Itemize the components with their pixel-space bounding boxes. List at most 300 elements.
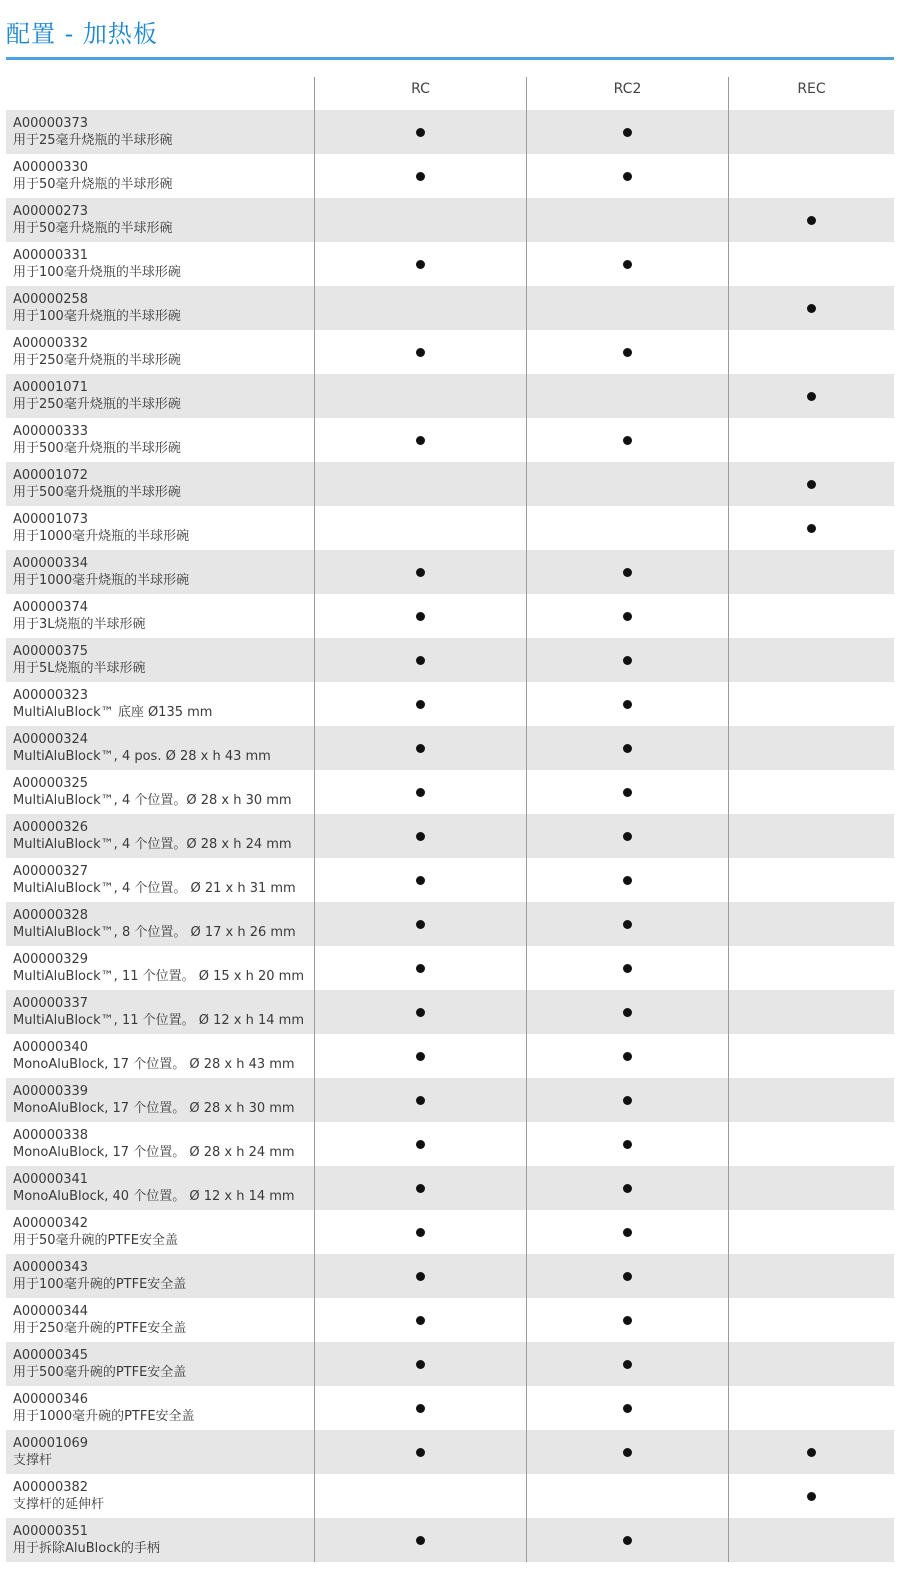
part-code: A00000341	[13, 1172, 89, 1187]
compatible-dot-icon	[623, 1272, 632, 1281]
part-name: 用于500毫升烧瓶的半球形碗	[13, 485, 181, 500]
compatible-dot-icon	[623, 1448, 632, 1457]
part-code: A00000325	[13, 776, 89, 791]
compatible-dot-icon	[623, 1316, 632, 1325]
compatible-dot-icon	[623, 876, 632, 885]
table-row	[6, 1298, 894, 1342]
table-row	[6, 594, 894, 638]
compatible-dot-icon	[416, 744, 425, 753]
part-code: A00000273	[13, 204, 89, 219]
compatible-dot-icon	[623, 1008, 632, 1017]
compatible-dot-icon	[623, 568, 632, 577]
part-name: 用于500毫升碗的PTFE安全盖	[13, 1365, 187, 1380]
part-description-cell	[6, 1386, 314, 1430]
table-row	[6, 770, 894, 814]
part-name: 用于1000毫升烧瓶的半球形碗	[13, 529, 190, 544]
compat-cell-rc2	[526, 462, 728, 506]
part-name: MultiAluBlock™, 8 个位置。 Ø 17 x h 26 mm	[13, 925, 296, 940]
compat-cell-rc	[314, 594, 526, 638]
table-row	[6, 1342, 894, 1386]
compat-cell-rc	[314, 1298, 526, 1342]
part-code: A00000346	[13, 1392, 89, 1407]
compatible-dot-icon	[416, 436, 425, 445]
compatible-dot-icon	[416, 1228, 425, 1237]
compat-cell-rec	[728, 330, 894, 374]
compat-cell-rc2	[526, 506, 728, 550]
compatible-dot-icon	[807, 392, 816, 401]
compat-cell-rec	[728, 242, 894, 286]
part-name: MultiAluBlock™, 4 个位置。 Ø 21 x h 31 mm	[13, 881, 296, 896]
compat-cell-rec	[728, 594, 894, 638]
compat-cell-rc2	[526, 726, 728, 770]
part-name: 用于5L烧瓶的半球形碗	[13, 661, 146, 676]
part-code: A00001071	[13, 380, 89, 395]
column-header-rec: REC	[728, 77, 894, 110]
part-name: MultiAluBlock™, 11 个位置。 Ø 12 x h 14 mm	[13, 1013, 304, 1028]
part-description-cell	[6, 990, 314, 1034]
table-row	[6, 154, 894, 198]
part-code: A00000328	[13, 908, 89, 923]
compatible-dot-icon	[623, 260, 632, 269]
compat-cell-rec	[728, 726, 894, 770]
compat-cell-rec	[728, 1298, 894, 1342]
part-code: A00000330	[13, 160, 89, 175]
part-code: A00000331	[13, 248, 89, 263]
compatible-dot-icon	[416, 876, 425, 885]
part-code: A00000340	[13, 1040, 89, 1055]
compat-cell-rc	[314, 550, 526, 594]
compat-cell-rc2	[526, 198, 728, 242]
compat-cell-rc2	[526, 550, 728, 594]
compat-cell-rc2	[526, 682, 728, 726]
compatible-dot-icon	[623, 1052, 632, 1061]
compatible-dot-icon	[416, 568, 425, 577]
part-name: 用于25毫升烧瓶的半球形碗	[13, 133, 173, 148]
part-code: A00000382	[13, 1480, 89, 1495]
part-code: A00000373	[13, 116, 89, 131]
compatible-dot-icon	[807, 480, 816, 489]
compat-cell-rc2	[526, 814, 728, 858]
part-description-cell	[6, 858, 314, 902]
compatible-dot-icon	[416, 1008, 425, 1017]
compat-cell-rc	[314, 638, 526, 682]
table-row	[6, 946, 894, 990]
compat-cell-rc	[314, 1034, 526, 1078]
part-name: 支撑杆	[13, 1453, 53, 1468]
part-description-cell	[6, 242, 314, 286]
part-description-cell	[6, 682, 314, 726]
table-row	[6, 726, 894, 770]
part-description-cell	[6, 1122, 314, 1166]
part-description-cell	[6, 946, 314, 990]
compat-cell-rc2	[526, 1518, 728, 1562]
part-code: A00000344	[13, 1304, 89, 1319]
part-name: 用于500毫升烧瓶的半球形碗	[13, 441, 181, 456]
part-code: A00001072	[13, 468, 89, 483]
table-row	[6, 110, 894, 154]
compat-cell-rc	[314, 1210, 526, 1254]
part-name: 用于50毫升碗的PTFE安全盖	[13, 1233, 179, 1248]
table-row	[6, 638, 894, 682]
compat-cell-rec	[728, 462, 894, 506]
part-description-cell	[6, 550, 314, 594]
compat-cell-rc2	[526, 1034, 728, 1078]
part-name: 用于250毫升碗的PTFE安全盖	[13, 1321, 187, 1336]
part-code: A00000337	[13, 996, 89, 1011]
part-description-cell	[6, 330, 314, 374]
title-divider	[6, 57, 894, 60]
compatible-dot-icon	[623, 612, 632, 621]
compatible-dot-icon	[623, 348, 632, 357]
compat-cell-rc2	[526, 990, 728, 1034]
compat-cell-rc2	[526, 902, 728, 946]
table-row	[6, 462, 894, 506]
compat-cell-rc	[314, 1166, 526, 1210]
compatible-dot-icon	[623, 1228, 632, 1237]
compat-cell-rec	[728, 1034, 894, 1078]
compat-cell-rec	[728, 154, 894, 198]
compatible-dot-icon	[416, 920, 425, 929]
compat-cell-rec	[728, 1166, 894, 1210]
compatible-dot-icon	[623, 700, 632, 709]
table-header	[6, 77, 894, 110]
part-description-cell	[6, 1430, 314, 1474]
compat-cell-rc	[314, 770, 526, 814]
part-code: A00000343	[13, 1260, 89, 1275]
column-header-rc2: RC2	[526, 77, 728, 110]
part-description-cell	[6, 1210, 314, 1254]
table-row	[6, 1078, 894, 1122]
compatible-dot-icon	[416, 1316, 425, 1325]
part-code: A00000351	[13, 1524, 89, 1539]
part-description-cell	[6, 770, 314, 814]
compat-cell-rc2	[526, 1430, 728, 1474]
compatible-dot-icon	[623, 832, 632, 841]
compat-cell-rc	[314, 1342, 526, 1386]
compat-cell-rc2	[526, 242, 728, 286]
column-header-rc: RC	[314, 77, 526, 110]
part-description-cell	[6, 374, 314, 418]
part-description-cell	[6, 638, 314, 682]
part-code: A00000326	[13, 820, 89, 835]
compat-cell-rc	[314, 902, 526, 946]
compatibility-table	[6, 77, 894, 1562]
compat-cell-rc2	[526, 286, 728, 330]
part-code: A00000374	[13, 600, 89, 615]
part-code: A00000338	[13, 1128, 89, 1143]
compat-cell-rec	[728, 198, 894, 242]
part-code: A00000375	[13, 644, 89, 659]
part-name: MultiAluBlock™, 11 个位置。 Ø 15 x h 20 mm	[13, 969, 304, 984]
part-code: A00000333	[13, 424, 89, 439]
compat-cell-rc	[314, 418, 526, 462]
compat-cell-rc2	[526, 1342, 728, 1386]
compatible-dot-icon	[416, 1096, 425, 1105]
part-description-cell	[6, 1518, 314, 1562]
part-code: A00000332	[13, 336, 89, 351]
compat-cell-rc	[314, 110, 526, 154]
compatible-dot-icon	[623, 744, 632, 753]
part-name: MonoAluBlock, 40 个位置。 Ø 12 x h 14 mm	[13, 1189, 295, 1204]
compat-cell-rc2	[526, 770, 728, 814]
part-name: MultiAluBlock™ 底座 Ø135 mm	[13, 705, 213, 720]
table-row	[6, 1518, 894, 1562]
part-description-cell	[6, 506, 314, 550]
part-code: A00000334	[13, 556, 89, 571]
compatible-dot-icon	[623, 128, 632, 137]
compat-cell-rc2	[526, 418, 728, 462]
compat-cell-rec	[728, 990, 894, 1034]
part-code: A00000345	[13, 1348, 89, 1363]
compatible-dot-icon	[623, 172, 632, 181]
compat-cell-rec	[728, 1474, 894, 1518]
part-description-cell	[6, 110, 314, 154]
compat-cell-rc2	[526, 946, 728, 990]
compatible-dot-icon	[416, 832, 425, 841]
part-description-cell	[6, 726, 314, 770]
compat-cell-rc	[314, 286, 526, 330]
part-description-cell	[6, 1166, 314, 1210]
compat-cell-rc2	[526, 594, 728, 638]
compat-cell-rec	[728, 902, 894, 946]
compat-cell-rc2	[526, 1122, 728, 1166]
compat-cell-rc2	[526, 1298, 728, 1342]
table-row	[6, 506, 894, 550]
compatible-dot-icon	[623, 964, 632, 973]
compatible-dot-icon	[416, 260, 425, 269]
compatible-dot-icon	[416, 656, 425, 665]
compat-cell-rc	[314, 1078, 526, 1122]
part-description-cell	[6, 286, 314, 330]
compatible-dot-icon	[416, 348, 425, 357]
compatible-dot-icon	[416, 788, 425, 797]
compat-cell-rec	[728, 1386, 894, 1430]
compatible-dot-icon	[416, 1184, 425, 1193]
part-description-cell	[6, 1474, 314, 1518]
compat-cell-rec	[728, 1210, 894, 1254]
compat-cell-rec	[728, 506, 894, 550]
part-description-cell	[6, 1078, 314, 1122]
part-name: MultiAluBlock™, 4 个位置。Ø 28 x h 24 mm	[13, 837, 292, 852]
compatible-dot-icon	[416, 1052, 425, 1061]
part-description-cell	[6, 154, 314, 198]
compat-cell-rc	[314, 1254, 526, 1298]
part-code: A00000258	[13, 292, 89, 307]
part-name: 用于50毫升烧瓶的半球形碗	[13, 221, 173, 236]
part-name: MonoAluBlock, 17 个位置。 Ø 28 x h 24 mm	[13, 1145, 295, 1160]
compat-cell-rc	[314, 1430, 526, 1474]
compat-cell-rc	[314, 946, 526, 990]
compatible-dot-icon	[623, 1404, 632, 1413]
compat-cell-rc2	[526, 1078, 728, 1122]
compat-cell-rc	[314, 682, 526, 726]
part-name: 用于1000毫升烧瓶的半球形碗	[13, 573, 190, 588]
part-code: A00001073	[13, 512, 89, 527]
compat-cell-rc	[314, 242, 526, 286]
compat-cell-rec	[728, 110, 894, 154]
table-row	[6, 330, 894, 374]
page-title: 配置 - 加热板	[6, 20, 158, 48]
compatible-dot-icon	[416, 1448, 425, 1457]
compatible-dot-icon	[623, 1096, 632, 1105]
part-name: MultiAluBlock™, 4 pos. Ø 28 x h 43 mm	[13, 749, 271, 764]
compat-cell-rec	[728, 1342, 894, 1386]
part-code: A00000324	[13, 732, 89, 747]
part-name: 用于拆除AluBlock的手柄	[13, 1541, 160, 1556]
compat-cell-rec	[728, 1122, 894, 1166]
compat-cell-rc	[314, 858, 526, 902]
table-row	[6, 902, 894, 946]
part-name: 用于100毫升碗的PTFE安全盖	[13, 1277, 187, 1292]
part-name: 用于1000毫升碗的PTFE安全盖	[13, 1409, 195, 1424]
compat-cell-rec	[728, 550, 894, 594]
compat-cell-rc	[314, 1386, 526, 1430]
table-row	[6, 286, 894, 330]
compat-cell-rec	[728, 418, 894, 462]
compatible-dot-icon	[416, 964, 425, 973]
part-name: MultiAluBlock™, 4 个位置。Ø 28 x h 30 mm	[13, 793, 292, 808]
compat-cell-rec	[728, 1430, 894, 1474]
table-row	[6, 1166, 894, 1210]
compatible-dot-icon	[623, 788, 632, 797]
compat-cell-rc	[314, 506, 526, 550]
part-description-cell	[6, 1298, 314, 1342]
table-row	[6, 242, 894, 286]
part-name: 用于250毫升烧瓶的半球形碗	[13, 353, 181, 368]
part-description-cell	[6, 902, 314, 946]
compat-cell-rec	[728, 682, 894, 726]
compat-cell-rec	[728, 946, 894, 990]
compatible-dot-icon	[623, 436, 632, 445]
compat-cell-rec	[728, 1518, 894, 1562]
table-row	[6, 1254, 894, 1298]
compat-cell-rec	[728, 770, 894, 814]
compat-cell-rec	[728, 858, 894, 902]
table-row	[6, 550, 894, 594]
table-row	[6, 682, 894, 726]
part-name: 用于50毫升烧瓶的半球形碗	[13, 177, 173, 192]
table-row	[6, 990, 894, 1034]
compatible-dot-icon	[416, 1404, 425, 1413]
part-name: 用于100毫升烧瓶的半球形碗	[13, 309, 181, 324]
part-name: MonoAluBlock, 17 个位置。 Ø 28 x h 43 mm	[13, 1057, 295, 1072]
table-body	[6, 110, 894, 1562]
compatible-dot-icon	[623, 1184, 632, 1193]
header-description-cell	[6, 77, 314, 110]
table-row	[6, 1122, 894, 1166]
part-code: A00000342	[13, 1216, 89, 1231]
compat-cell-rc2	[526, 638, 728, 682]
compatible-dot-icon	[416, 1360, 425, 1369]
compat-cell-rc2	[526, 1166, 728, 1210]
part-description-cell	[6, 462, 314, 506]
compat-cell-rec	[728, 1078, 894, 1122]
compat-cell-rec	[728, 1254, 894, 1298]
compatible-dot-icon	[807, 216, 816, 225]
compat-cell-rec	[728, 286, 894, 330]
compat-cell-rc	[314, 990, 526, 1034]
compat-cell-rc2	[526, 1210, 728, 1254]
compatible-dot-icon	[623, 1360, 632, 1369]
part-code: A00000339	[13, 1084, 89, 1099]
table-row	[6, 198, 894, 242]
compat-cell-rc	[314, 1518, 526, 1562]
table-row	[6, 814, 894, 858]
part-description-cell	[6, 198, 314, 242]
compat-cell-rc2	[526, 110, 728, 154]
part-code: A00000323	[13, 688, 89, 703]
compat-cell-rc	[314, 462, 526, 506]
compat-cell-rc2	[526, 330, 728, 374]
table-row	[6, 374, 894, 418]
compat-cell-rc	[314, 726, 526, 770]
part-description-cell	[6, 594, 314, 638]
compat-cell-rec	[728, 814, 894, 858]
compat-cell-rc	[314, 1122, 526, 1166]
part-description-cell	[6, 1034, 314, 1078]
compat-cell-rc	[314, 374, 526, 418]
table-row	[6, 1034, 894, 1078]
compat-cell-rc	[314, 1474, 526, 1518]
part-code: A00001069	[13, 1436, 89, 1451]
compat-cell-rc2	[526, 1386, 728, 1430]
compatible-dot-icon	[416, 1536, 425, 1545]
compat-cell-rc2	[526, 374, 728, 418]
compatible-dot-icon	[416, 172, 425, 181]
part-name: 用于250毫升烧瓶的半球形碗	[13, 397, 181, 412]
compat-cell-rc2	[526, 858, 728, 902]
compat-cell-rc	[314, 330, 526, 374]
compatible-dot-icon	[416, 128, 425, 137]
part-name: 用于100毫升烧瓶的半球形碗	[13, 265, 181, 280]
compatible-dot-icon	[623, 656, 632, 665]
compatible-dot-icon	[416, 1272, 425, 1281]
compatible-dot-icon	[807, 1492, 816, 1501]
compatible-dot-icon	[623, 1140, 632, 1149]
compatible-dot-icon	[416, 612, 425, 621]
table-row	[6, 418, 894, 462]
compat-cell-rc2	[526, 1474, 728, 1518]
compatible-dot-icon	[623, 1536, 632, 1545]
compat-cell-rc	[314, 154, 526, 198]
part-code: A00000329	[13, 952, 89, 967]
part-code: A00000327	[13, 864, 89, 879]
compat-cell-rec	[728, 374, 894, 418]
compat-cell-rc2	[526, 1254, 728, 1298]
compat-cell-rc	[314, 814, 526, 858]
part-name: 用于3L烧瓶的半球形碗	[13, 617, 146, 632]
compatible-dot-icon	[416, 700, 425, 709]
part-description-cell	[6, 1342, 314, 1386]
table-row	[6, 1474, 894, 1518]
compatible-dot-icon	[416, 1140, 425, 1149]
compatible-dot-icon	[807, 1448, 816, 1457]
table-row	[6, 858, 894, 902]
part-name: 支撑杆的延伸杆	[13, 1497, 105, 1512]
compatible-dot-icon	[807, 524, 816, 533]
part-name: MonoAluBlock, 17 个位置。 Ø 28 x h 30 mm	[13, 1101, 295, 1116]
compat-cell-rc	[314, 198, 526, 242]
table-row	[6, 1430, 894, 1474]
part-description-cell	[6, 418, 314, 462]
part-description-cell	[6, 1254, 314, 1298]
table-row	[6, 1386, 894, 1430]
compat-cell-rc2	[526, 154, 728, 198]
table-row	[6, 1210, 894, 1254]
part-description-cell	[6, 814, 314, 858]
compatible-dot-icon	[623, 920, 632, 929]
compatible-dot-icon	[807, 304, 816, 313]
